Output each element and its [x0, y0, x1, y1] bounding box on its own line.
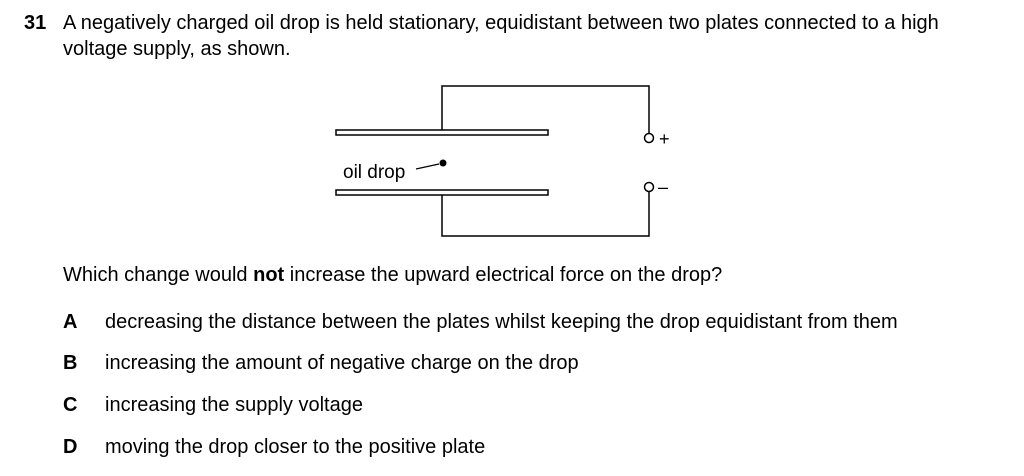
- question-number: 31: [24, 12, 47, 34]
- positive-label: +: [659, 129, 670, 149]
- drop-pointer: [416, 164, 439, 169]
- bottom-plate: [336, 190, 548, 195]
- option-text: increasing the amount of negative charge on the drop: [105, 352, 579, 374]
- option-letter: B: [63, 352, 78, 374]
- option-text: increasing the supply voltage: [105, 394, 363, 416]
- positive-terminal: [645, 134, 654, 143]
- prompt-emphasis: not: [253, 264, 285, 286]
- option-a[interactable]: [63, 309, 898, 335]
- question-text: A negatively charged oil drop is held stationary, equidistant between two plates connected to a high voltage supply, as shown.: [63, 12, 939, 60]
- negative-label: –: [658, 177, 669, 197]
- option-letter: D: [63, 436, 78, 458]
- option-c[interactable]: [63, 392, 363, 418]
- option-d[interactable]: [63, 434, 485, 460]
- oil-drop: [440, 160, 447, 167]
- option-letter: C: [63, 394, 78, 416]
- prompt-after: increase the upward electrical force on the drop?: [284, 264, 723, 286]
- negative-terminal: [645, 183, 654, 192]
- option-text: moving the drop closer to the positive plate: [105, 436, 486, 458]
- top-wire: [442, 86, 649, 133]
- oil-drop-label: oil drop: [343, 162, 406, 183]
- option-b[interactable]: [63, 350, 579, 376]
- prompt-before: Which change would: [63, 264, 254, 286]
- option-text: decreasing the distance between the plates whilst keeping the drop equidistant from them: [105, 311, 898, 333]
- question-prompt: [63, 262, 722, 288]
- bottom-wire: [442, 192, 649, 236]
- top-plate: [336, 130, 548, 135]
- option-letter: A: [63, 311, 78, 333]
